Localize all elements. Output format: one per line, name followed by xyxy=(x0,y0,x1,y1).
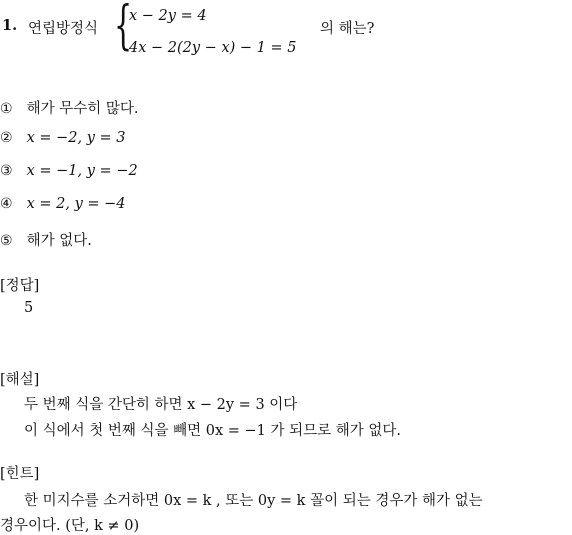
problem-intro: 연립방정식 xyxy=(28,21,99,37)
hint-heading: [힌트] xyxy=(0,466,40,482)
choice-3-mark: ③ xyxy=(0,163,13,179)
problem-question: 의 해는? xyxy=(320,21,375,37)
explanation-heading: [해설] xyxy=(0,372,40,388)
choice-2[interactable] xyxy=(0,130,126,146)
choice-5[interactable] xyxy=(0,229,92,250)
choice-4-text: x = 2, y = −4 xyxy=(26,196,126,212)
system-brace: { xyxy=(114,0,133,56)
explanation-line-2: 이 식에서 첫 번째 식을 빼면 0x = −1 가 되므로 해가 없다. xyxy=(24,423,401,439)
equation-2: 4x − 2(2y − x) − 1 = 5 xyxy=(129,40,297,56)
choice-2-text: x = −2, y = 3 xyxy=(26,130,126,146)
hint-line-2: 경우이다. (단, k ≠ 0) xyxy=(0,518,140,534)
problem-number: 1. xyxy=(2,17,18,34)
equation-1: x − 2y = 4 xyxy=(129,8,207,24)
explanation-line-1: 두 번째 식을 간단히 하면 x − 2y = 3 이다 xyxy=(24,397,298,413)
answer-heading: [정답] xyxy=(0,278,40,294)
choice-3-text: x = −1, y = −2 xyxy=(26,163,138,179)
choice-4-mark: ④ xyxy=(0,196,13,212)
choice-5-mark: ⑤ xyxy=(0,233,13,249)
choice-4[interactable] xyxy=(0,196,126,212)
answer-value: 5 xyxy=(24,300,34,316)
choice-5-text: 해가 없다. xyxy=(26,233,92,249)
choice-1-text: 해가 무수히 많다. xyxy=(26,101,139,117)
choice-2-mark: ② xyxy=(0,130,13,146)
choice-3[interactable] xyxy=(0,163,138,179)
hint-line-1: 한 미지수를 소거하면 0x = k , 또는 0y = k 꼴이 되는 경우가 해가 없는 xyxy=(24,493,483,509)
choice-1-mark: ① xyxy=(0,101,13,117)
choice-1[interactable] xyxy=(0,97,139,118)
